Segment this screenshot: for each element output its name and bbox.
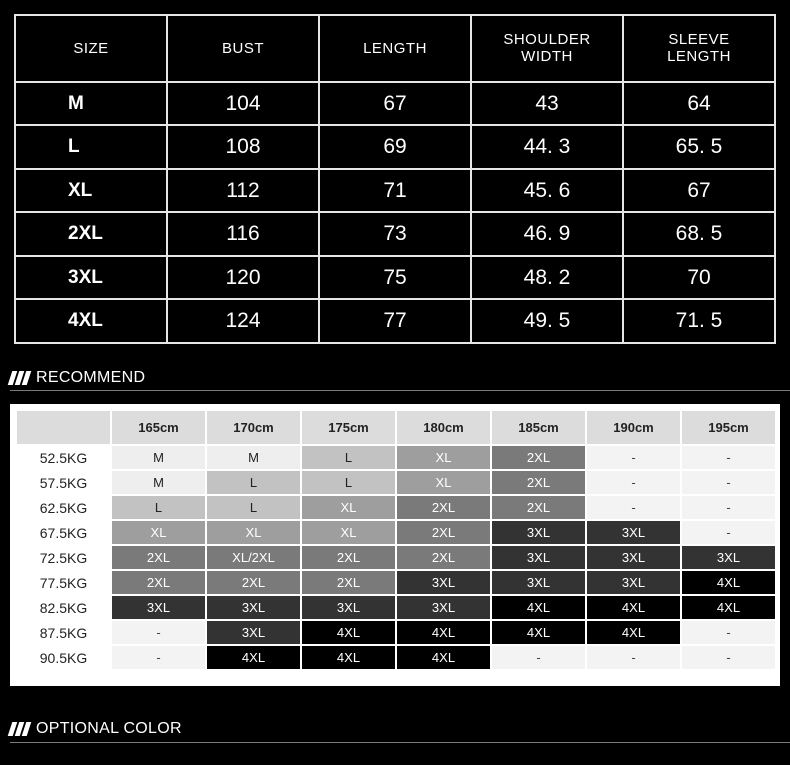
- recommend-row: [17, 571, 777, 596]
- size-cell: 3XL: [15, 256, 167, 300]
- recommended-size-cell: -: [112, 621, 207, 646]
- size-cell: 4XL: [15, 299, 167, 343]
- recommended-size-cell: 4XL: [207, 646, 302, 671]
- weight-cell: 77.5KG: [17, 571, 112, 596]
- weight-cell: 82.5KG: [17, 596, 112, 621]
- recommended-size-cell: -: [587, 471, 682, 496]
- recommended-size-cell: 4XL: [302, 621, 397, 646]
- recommended-size-cell: -: [112, 646, 207, 671]
- size-chart-table: [14, 14, 776, 344]
- recommend-row: [17, 471, 777, 496]
- bust-cell: 108: [167, 125, 319, 169]
- height-header-cell: 185cm: [492, 411, 587, 446]
- size-row: [15, 125, 775, 169]
- recommended-size-cell: -: [682, 471, 777, 496]
- size-cell: 2XL: [15, 212, 167, 256]
- length-cell: 71: [319, 169, 471, 213]
- recommended-size-cell: -: [587, 496, 682, 521]
- recommended-size-cell: XL: [302, 496, 397, 521]
- recommend-row: [17, 596, 777, 621]
- recommend-heading: [10, 369, 145, 387]
- bust-cell: 120: [167, 256, 319, 300]
- recommended-size-cell: 4XL: [492, 596, 587, 621]
- recommended-size-cell: 3XL: [207, 596, 302, 621]
- header-sleeve-length: SLEEVE LENGTH: [623, 15, 775, 82]
- recommended-size-cell: 2XL: [397, 546, 492, 571]
- optional-color-title: OPTIONAL COLOR: [36, 720, 182, 737]
- length-cell: 77: [319, 299, 471, 343]
- weight-cell: 67.5KG: [17, 521, 112, 546]
- header-shoulder-width: SHOULDER WIDTH: [471, 15, 623, 82]
- sleeve-length-cell: 67: [623, 169, 775, 213]
- recommended-size-cell: 4XL: [492, 621, 587, 646]
- height-header-cell: 170cm: [207, 411, 302, 446]
- bust-cell: 112: [167, 169, 319, 213]
- size-row: [15, 212, 775, 256]
- shoulder-width-cell: 43: [471, 82, 623, 126]
- recommend-table: [17, 411, 777, 671]
- recommended-size-cell: 3XL: [492, 521, 587, 546]
- sleeve-length-cell: 64: [623, 82, 775, 126]
- weight-cell: 87.5KG: [17, 621, 112, 646]
- section-divider: [10, 742, 790, 743]
- recommended-size-cell: -: [682, 621, 777, 646]
- length-cell: 73: [319, 212, 471, 256]
- recommended-size-cell: XL: [207, 521, 302, 546]
- recommended-size-cell: L: [207, 496, 302, 521]
- recommended-size-cell: 4XL: [682, 571, 777, 596]
- recommended-size-cell: XL/2XL: [207, 546, 302, 571]
- recommend-row: [17, 621, 777, 646]
- recommended-size-cell: -: [492, 646, 587, 671]
- recommend-row: [17, 646, 777, 671]
- recommended-size-cell: 2XL: [302, 546, 397, 571]
- height-header-cell: 175cm: [302, 411, 397, 446]
- recommended-size-cell: 3XL: [587, 571, 682, 596]
- recommended-size-cell: 4XL: [682, 596, 777, 621]
- shoulder-width-cell: 46. 9: [471, 212, 623, 256]
- weight-cell: 57.5KG: [17, 471, 112, 496]
- recommended-size-cell: 3XL: [492, 546, 587, 571]
- bust-cell: 116: [167, 212, 319, 256]
- recommended-size-cell: -: [682, 646, 777, 671]
- recommended-size-cell: L: [302, 471, 397, 496]
- shoulder-width-cell: 48. 2: [471, 256, 623, 300]
- header-bust: BUST: [167, 15, 319, 82]
- recommended-size-cell: 2XL: [492, 496, 587, 521]
- recommended-size-cell: -: [682, 446, 777, 471]
- recommended-size-cell: -: [587, 646, 682, 671]
- recommended-size-cell: L: [112, 496, 207, 521]
- recommended-size-cell: 4XL: [397, 621, 492, 646]
- length-cell: 67: [319, 82, 471, 126]
- sleeve-length-cell: 70: [623, 256, 775, 300]
- recommended-size-cell: 4XL: [587, 596, 682, 621]
- recommended-size-cell: XL: [112, 521, 207, 546]
- recommended-size-cell: 2XL: [112, 546, 207, 571]
- recommended-size-cell: 3XL: [397, 571, 492, 596]
- recommended-size-cell: L: [302, 446, 397, 471]
- recommended-size-cell: XL: [397, 446, 492, 471]
- recommended-size-cell: 2XL: [397, 521, 492, 546]
- recommended-size-cell: L: [207, 471, 302, 496]
- sleeve-length-cell: 68. 5: [623, 212, 775, 256]
- recommended-size-cell: 4XL: [397, 646, 492, 671]
- recommended-size-cell: 2XL: [112, 571, 207, 596]
- recommended-size-cell: -: [682, 496, 777, 521]
- triple-slash-icon: [10, 722, 31, 736]
- recommended-size-cell: 3XL: [587, 521, 682, 546]
- height-header-cell: 190cm: [587, 411, 682, 446]
- weight-cell: 62.5KG: [17, 496, 112, 521]
- shoulder-width-cell: 44. 3: [471, 125, 623, 169]
- recommend-row: [17, 446, 777, 471]
- recommend-panel: [10, 404, 780, 686]
- recommended-size-cell: M: [112, 446, 207, 471]
- header-size: SIZE: [15, 15, 167, 82]
- height-header-cell: 195cm: [682, 411, 777, 446]
- recommend-row: [17, 546, 777, 571]
- recommended-size-cell: M: [112, 471, 207, 496]
- recommend-row: [17, 521, 777, 546]
- size-cell: L: [15, 125, 167, 169]
- length-cell: 69: [319, 125, 471, 169]
- recommended-size-cell: 4XL: [302, 646, 397, 671]
- optional-color-heading: [10, 720, 182, 738]
- sleeve-length-cell: 65. 5: [623, 125, 775, 169]
- recommended-size-cell: 2XL: [207, 571, 302, 596]
- height-header-cell: 165cm: [112, 411, 207, 446]
- recommended-size-cell: 2XL: [492, 446, 587, 471]
- corner-cell: [17, 411, 112, 446]
- recommended-size-cell: -: [587, 446, 682, 471]
- shoulder-width-cell: 49. 5: [471, 299, 623, 343]
- recommend-title: RECOMMEND: [36, 369, 146, 386]
- size-row: [15, 299, 775, 343]
- recommend-row: [17, 496, 777, 521]
- shoulder-width-cell: 45. 6: [471, 169, 623, 213]
- recommended-size-cell: 3XL: [112, 596, 207, 621]
- size-row: [15, 82, 775, 126]
- recommended-size-cell: 3XL: [207, 621, 302, 646]
- weight-cell: 52.5KG: [17, 446, 112, 471]
- recommend-header-row: [17, 411, 777, 446]
- recommended-size-cell: 2XL: [302, 571, 397, 596]
- size-cell: XL: [15, 169, 167, 213]
- recommended-size-cell: 2XL: [492, 471, 587, 496]
- section-divider: [10, 390, 790, 391]
- recommended-size-cell: 4XL: [587, 621, 682, 646]
- recommended-size-cell: -: [682, 521, 777, 546]
- recommended-size-cell: XL: [302, 521, 397, 546]
- triple-slash-icon: [10, 371, 31, 385]
- size-cell: M: [15, 82, 167, 126]
- recommended-size-cell: XL: [397, 471, 492, 496]
- size-chart-header-row: [15, 15, 775, 82]
- recommended-size-cell: 3XL: [492, 571, 587, 596]
- recommended-size-cell: 3XL: [397, 596, 492, 621]
- recommended-size-cell: 3XL: [302, 596, 397, 621]
- recommended-size-cell: 3XL: [587, 546, 682, 571]
- bust-cell: 124: [167, 299, 319, 343]
- weight-cell: 90.5KG: [17, 646, 112, 671]
- recommended-size-cell: 2XL: [397, 496, 492, 521]
- height-header-cell: 180cm: [397, 411, 492, 446]
- weight-cell: 72.5KG: [17, 546, 112, 571]
- header-length: LENGTH: [319, 15, 471, 82]
- size-row: [15, 169, 775, 213]
- sleeve-length-cell: 71. 5: [623, 299, 775, 343]
- length-cell: 75: [319, 256, 471, 300]
- recommended-size-cell: 3XL: [682, 546, 777, 571]
- recommended-size-cell: M: [207, 446, 302, 471]
- bust-cell: 104: [167, 82, 319, 126]
- size-row: [15, 256, 775, 300]
